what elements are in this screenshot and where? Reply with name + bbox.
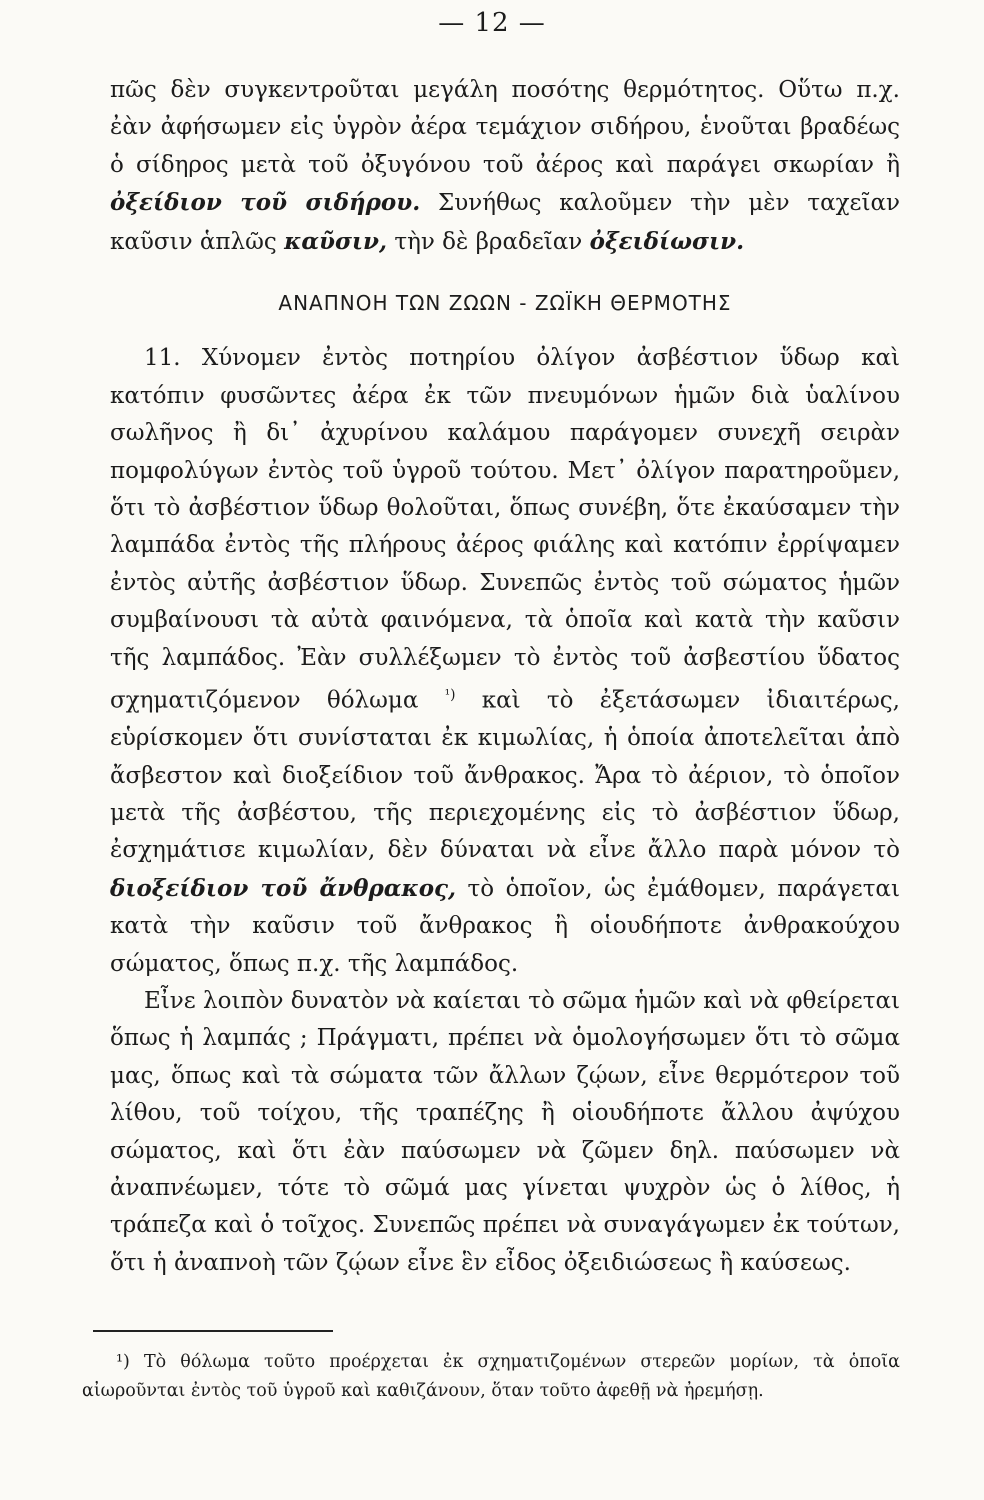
body-text [110, 72, 900, 1282]
paragraph-1 [110, 72, 900, 261]
paragraph-2-text-2: καὶ τὸ ἐξετάσωμεν ἰδιαιτέρως, εὑρίσκομεν ὅτι συνίσταται ἐκ κιμωλίας, ἡ ὁποία ἀποτελεῖται ἀπὸ ἄσβεστον καὶ διοξείδιον τοῦ ἄνθρακος. Ἄρα τὸ ἀέριον, τὸ ὁποῖον μετὰ τῆς ἀσβέστου, τῆς περιεχομένης εἰς τὸ ἀσβέστιον ὕδωρ, ἐσχημάτισε κιμωλίαν, δὲν δύναται νὰ εἶνε ἄλλο παρὰ μόνον τὸ [110, 687, 900, 864]
term-oxidation: ὀξειδίωσιν. [589, 227, 745, 255]
term-combustion: καῦσιν, [284, 227, 388, 255]
term-carbon-dioxide: διοξείδιον τοῦ ἄνθρακος, [110, 874, 457, 902]
paragraph-2-text-3: τὸ ὁποῖον, ὡς ἐμάθομεν, παράγεται κατὰ τὴν καῦσιν τοῦ ἄνθρακος ἢ οἱουδήποτε ἀνθρακούχου σώματος, ὅπως π.χ. τῆς λαμπάδος. [110, 875, 900, 977]
paragraph-2-text-1: 11. Χύνομεν ἐντὸς ποτηρίου ὀλίγον ἀσβέστιον ὕδωρ καὶ κατόπιν φυσῶντες ἀέρα ἐκ τῶν πνευμόνων ἡμῶν διὰ ὑαλίνου σωλῆνος ἢ δι᾽ ἀχυρίνου καλάμου παράγομεν συνεχῆ σειρὰν πομφολύγων ἐντὸς τοῦ ὑγροῦ τούτου. Μετ᾽ ὀλίγον παρατηροῦμεν, ὅτι τὸ ἀσβέστιον ὕδωρ θολοῦται, ὅπως συνέβη, ὅτε ἐκαύσαμεν τὴν λαμπάδα ἐντὸς τῆς πλήρους ἀέρος φιάλης καὶ κατόπιν ἐρρίψαμεν ἐντὸς αὐτῆς ἀσβέστιον ὕδωρ. Συνεπῶς ἐντὸς τοῦ σώματος ἡμῶν συμβαίνουσι τὰ αὐτὰ φαινόμενα, τὰ ὁποῖα καὶ κατὰ τὴν καῦσιν τῆς λαμπάδος. Ἐὰν συλλέξωμεν τὸ ἐντὸς τοῦ ἀσβεστίου ὕδατος σχηματιζόμενον θόλωμα [110, 345, 900, 714]
footnote-text: ¹) Τὸ θόλωμα τοῦτο προέρχεται ἐκ σχηματιζομένων στερεῶν μορίων, τὰ ὁποῖα αἰωροῦνται ἐντὸς τοῦ ὑγροῦ καὶ καθιζάνουν, ὅταν τοῦτο ἀφεθῇ νὰ ἠρεμήσῃ. [82, 1352, 900, 1401]
section-heading: ΑΝΑΠΝΟΗ ΤΩΝ ΖΩΩΝ - ΖΩΪΚΗ ΘΕΡΜΟΤΗΣ [278, 291, 732, 316]
footnote [82, 1348, 900, 1406]
paragraph-3: Εἶνε λοιπὸν δυνατὸν νὰ καίεται τὸ σῶμα ἡμῶν καὶ νὰ φθείρεται ὅπως ἡ λαμπάς ; Πράγματι, πρέπει νὰ ὁμολογήσωμεν ὅτι τὸ σῶμα μας, ὅπως καὶ τὰ σώματα τῶν ἄλλων ζῴων, εἶνε θερμότερον τοῦ λίθου, τοῦ τοίχου, τῆς τραπέζης ἢ οἱουδήποτε ἄλλου ἀψύχου σώματος, καὶ ὅτι ἐὰν παύσωμεν νὰ ζῶμεν δηλ. παύσωμεν νὰ ἀναπνέωμεν, τότε τὸ σῶμά μας γίνεται ψυχρὸν ὡς ὁ λίθος, ἡ τράπεζα καὶ ὁ τοῖχος. Συνεπῶς πρέπει νὰ συναγάγωμεν ἐκ τούτων, ὅτι ἡ ἀναπνοὴ τῶν ζῴων εἶνε ἓν εἶδος ὀξειδιώσεως ἢ καύσεως. [110, 988, 900, 1276]
footnote-separator [93, 1330, 333, 1332]
paragraph-2 [110, 340, 900, 983]
footnote-marker: ¹) [444, 687, 456, 704]
page-number: — 12 — [438, 8, 546, 38]
paragraph-1-text-3: τὴν δὲ βραδεῖαν [387, 228, 590, 255]
paragraph-1-text-2: Συνήθως καλοῦμεν τὴν μὲν ταχεῖαν καῦσιν ἁπλῶς [110, 190, 900, 255]
paragraph-1-text-1: πῶς δὲν συγκεντροῦται μεγάλη ποσότης θερμότητος. Οὕτω π.χ. ἐὰν ἀφήσωμεν εἰς ὑγρὸν ἀέρα τεμάχιον σιδήρου, ἑνοῦται βραδέως ὁ σίδηρος μετὰ τοῦ ὀξυγόνου τοῦ ἀέρος καὶ παράγει σκωρίαν ἢ [110, 77, 900, 178]
term-iron-oxide: ὀξείδιον τοῦ σιδήρου. [110, 189, 421, 217]
